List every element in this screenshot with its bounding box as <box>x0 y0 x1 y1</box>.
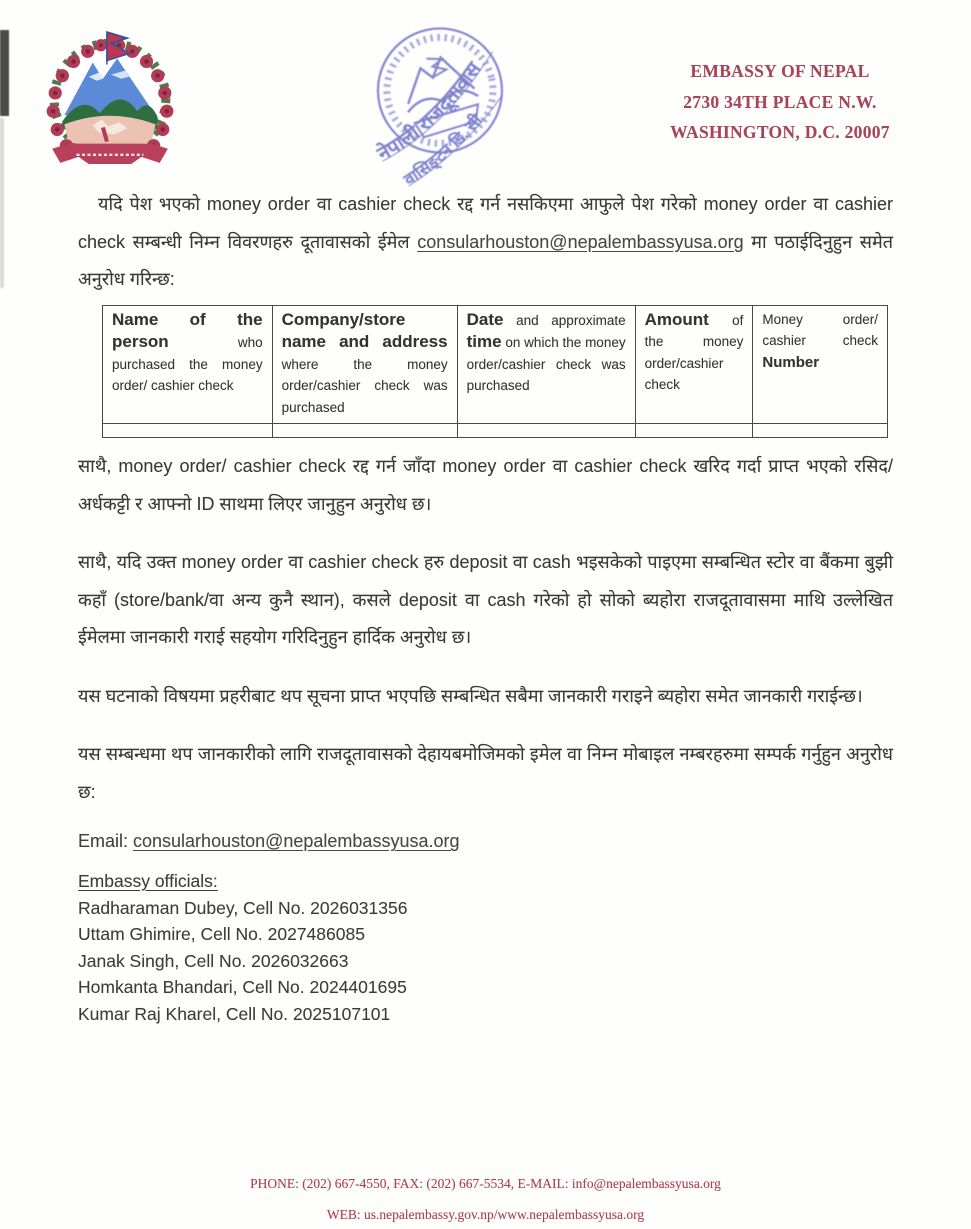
col-purchaser-name: Name of the person who purchased the money order/ cashier check <box>103 305 273 424</box>
paragraph-contact-request: यस सम्बन्धमा थप जानकारीको लागि राजदूतावासको देहायबमोजिमको इमेल वा निम्न मोबाइल नम्बरहरुमा सम्पर्क गर्नुहुन अनुरोध छ: <box>78 744 893 802</box>
table-header-row <box>103 305 888 424</box>
officials-heading: Embassy officials: <box>78 871 218 891</box>
stamp-text-bottom: वासिङ्टन डि. सी <box>400 111 486 190</box>
intro-paragraph <box>78 186 893 299</box>
embassy-round-stamp <box>348 16 540 200</box>
official-entry: Uttam Ghimire, Cell No. 2027486085 <box>78 924 365 944</box>
paragraph-receipt-id: साथै, money order/ cashier check रद्द गर्न जाँदा money order वा cashier check खरिद गर्दा प्राप्त भएको रसिद/अर्धकट्टी र आफ्नो ID साथमा लिएर जानुहुन अनुरोध छ। <box>78 456 893 514</box>
entry-cell <box>272 424 457 438</box>
contact-email-link[interactable]: consularhouston@nepalembassyusa.org <box>133 831 460 851</box>
col-date-time: Date and approximate time on which the money order/cashier check was purchased <box>457 305 635 424</box>
entry-cell <box>635 424 753 438</box>
contact-email-line <box>78 831 893 852</box>
money-order-details-table <box>102 305 888 439</box>
embassy-city: WASHINGTON, D.C. 20007 <box>670 122 890 142</box>
col-check-number: Money order/ cashier check Number <box>753 305 888 424</box>
intro-text-pre: यदि पेश भएको money order वा cashier check रद्द गर्न नसकिएमा आफुले पेश गरेको money order वा cashier check सम्बन्धी निम्न विवरणहरु दूतावासको ईमेल <box>78 194 893 252</box>
intro-text-post: मा पठाईदिनुहुन समेत अनुरोध गरिन्छ: <box>78 231 894 289</box>
paragraph-police-update: यस घटनाको विषयमा प्रहरीबाट थप सूचना प्राप्त भएपछि सम्बन्धित सबैमा जानकारी गराइने ब्यहोरा समेत जानकारी गराईन्छ। <box>78 685 863 706</box>
email-label: Email: <box>78 831 134 851</box>
entry-cell <box>457 424 635 438</box>
entry-cell <box>103 424 273 438</box>
footer-phone-fax-email: PHONE: (202) 667-4550, FAX: (202) 667-5534, E-MAIL: info@nepalembassyusa.org <box>250 1176 721 1191</box>
table-entry-row <box>103 424 888 438</box>
col-amount: Amount of the money order/cashier check <box>635 305 753 424</box>
embassy-name: EMBASSY OF NEPAL <box>690 61 870 81</box>
consular-email-link[interactable]: consularhouston@nepalembassyusa.org <box>417 231 744 252</box>
embassy-street: 2730 34TH PLACE N.W. <box>683 91 877 112</box>
entry-cell <box>753 424 888 438</box>
official-entry: Radharaman Dubey, Cell No. 2026031356 <box>78 897 408 918</box>
embassy-officials-section <box>78 868 893 1027</box>
stamp-text-top: नेपाली राजदूतावास <box>374 58 486 166</box>
letterhead-footer <box>0 1176 971 1223</box>
official-entry: Homkanta Bhandari, Cell No. 2024401695 <box>78 977 407 997</box>
footer-web: WEB: us.nepalembassy.gov.np/www.nepalembassyusa.org <box>326 1207 645 1222</box>
motto-banner <box>52 144 168 164</box>
official-entry: Janak Singh, Cell No. 2026032663 <box>78 950 349 971</box>
col-store-name-address: Company/store name and address where the money order/cashier check was purchased <box>272 305 457 424</box>
paragraph-deposit-info: साथै, यदि उक्त money order वा cashier check हरु deposit वा cash भइसकेको पाइएमा सम्बन्धित स्टोर वा बैंकमा बुझी कहाँ (store/bank/वा अन्य कुनै स्थान), कसले deposit वा cash गरेको हो सोको ब्यहोरा राजदूतावासमा माथि उल्लेखित ईमेलमा जानकारी गराई सहयोग गरिदिनुहुन हार्दिक अनुरोध छ। <box>78 552 893 647</box>
nepal-coat-of-arms <box>44 26 176 168</box>
letterhead <box>0 0 971 190</box>
embassy-address-block <box>630 56 930 148</box>
letter-body <box>78 186 893 1027</box>
official-entry: Kumar Raj Kharel, Cell No. 2025107101 <box>78 1003 391 1024</box>
